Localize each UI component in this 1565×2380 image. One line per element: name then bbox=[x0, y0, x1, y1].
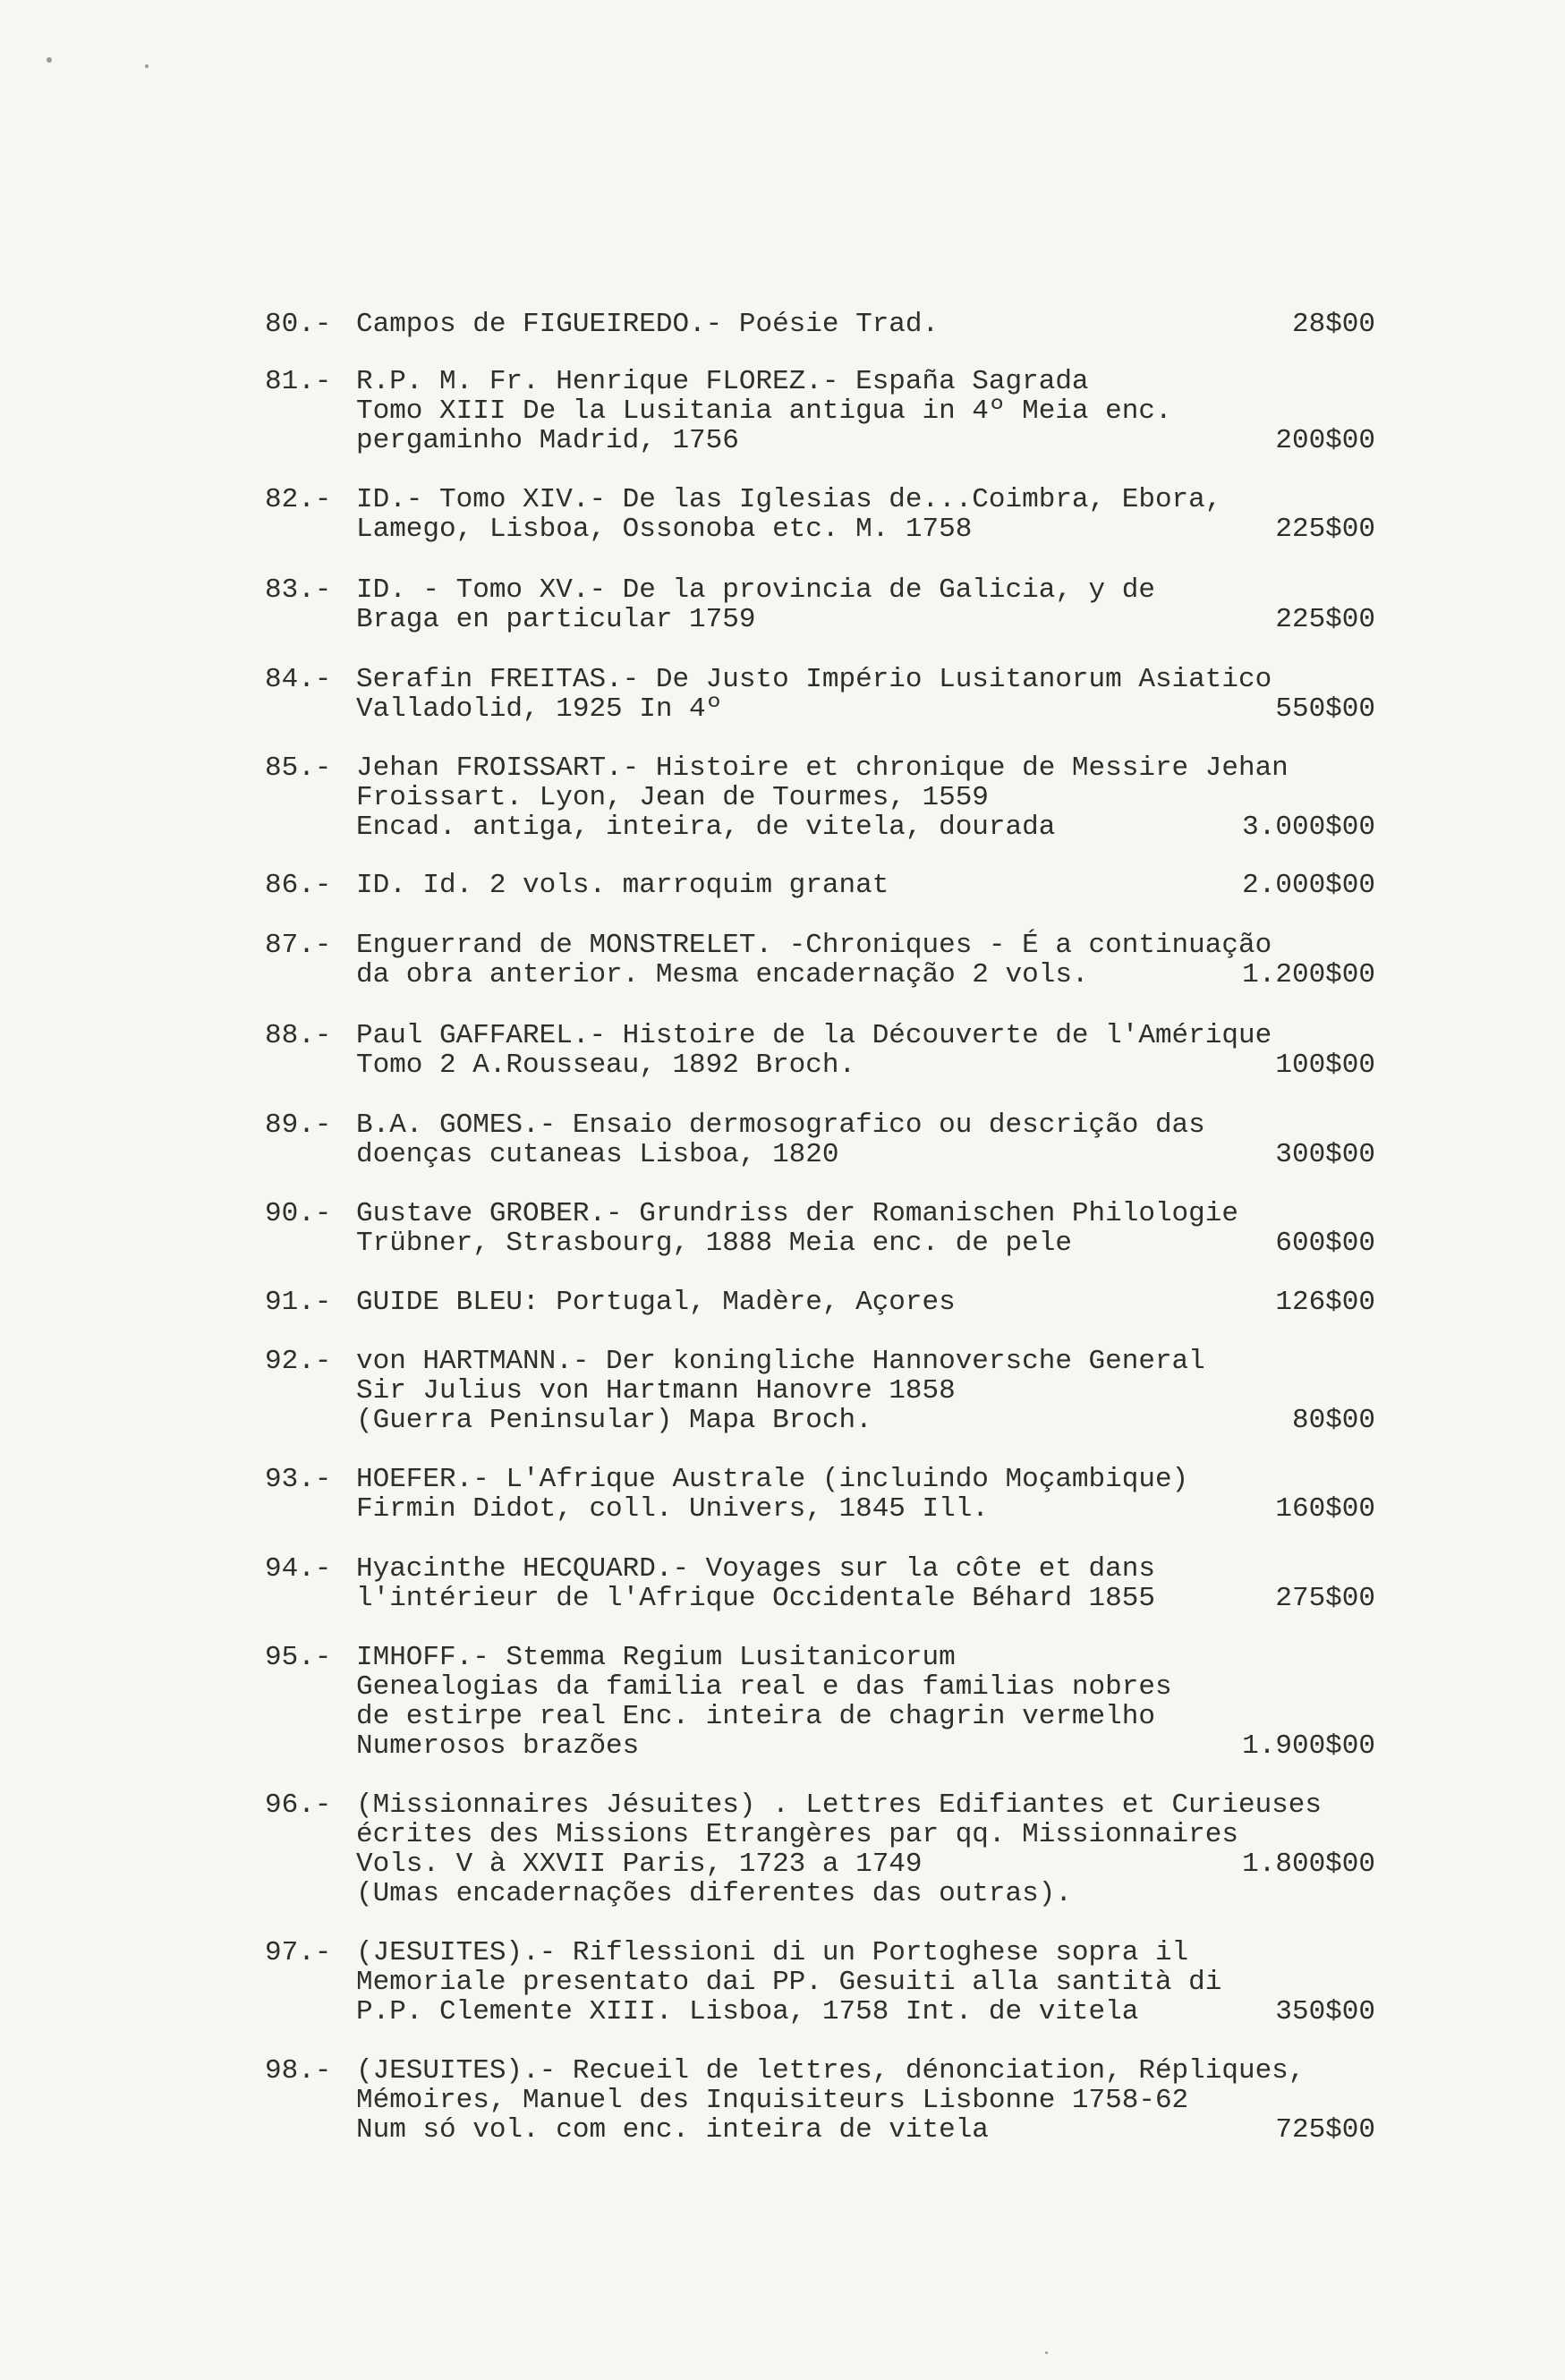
entry-line: IMHOFF.- Stemma Regium Lusitanicorum bbox=[356, 1642, 956, 1673]
entry-price: 300$00 bbox=[1275, 1139, 1375, 1170]
entry-number: 92.- bbox=[265, 1346, 332, 1377]
entry-line: Trübner, Strasbourg, 1888 Meia enc. de pele bbox=[356, 1228, 1072, 1259]
entry-number: 91.- bbox=[265, 1287, 332, 1318]
entry-line: Sir Julius von Hartmann Hanovre 1858 bbox=[356, 1375, 956, 1407]
entry-price: 1.200$00 bbox=[1242, 959, 1375, 990]
entry-line: pergaminho Madrid, 1756 bbox=[356, 425, 739, 456]
entry-number: 89.- bbox=[265, 1109, 332, 1141]
entry-line: Braga en particular 1759 bbox=[356, 604, 756, 635]
entry-line: de estirpe real Enc. inteira de chagrin vermelho bbox=[356, 1701, 1155, 1732]
entry-price: 100$00 bbox=[1275, 1050, 1375, 1081]
entry-price: 1.800$00 bbox=[1242, 1849, 1375, 1880]
entry-number: 81.- bbox=[265, 366, 332, 397]
entry-line: Gustave GROBER.- Grundriss der Romanischen Philologie bbox=[356, 1198, 1238, 1229]
entry-line: ID. - Tomo XV.- De la provincia de Galicia, y de bbox=[356, 574, 1155, 606]
entry-line: HOEFER.- L'Afrique Australe (incluindo Moçambique) bbox=[356, 1464, 1189, 1495]
entry-line: Tomo XIII De la Lusitania antigua in 4º Meia enc. bbox=[356, 395, 1172, 427]
entry-number: 84.- bbox=[265, 664, 332, 695]
entry-line: Hyacinthe HECQUARD.- Voyages sur la côte et dans bbox=[356, 1553, 1155, 1585]
entry-line: Tomo 2 A.Rousseau, 1892 Broch. bbox=[356, 1050, 856, 1081]
entry-line: Numerosos brazões bbox=[356, 1730, 640, 1762]
entry-number: 85.- bbox=[265, 752, 332, 784]
entry-line: Serafin FREITAS.- De Justo Império Lusitanorum Asiatico bbox=[356, 664, 1272, 695]
entry-price: 550$00 bbox=[1275, 693, 1375, 725]
entry-line: doenças cutaneas Lisboa, 1820 bbox=[356, 1139, 839, 1170]
entry-number: 82.- bbox=[265, 484, 332, 515]
entry-line: (JESUITES).- Riflessioni di un Portoghese sopra il bbox=[356, 1937, 1189, 1968]
entry-price: 225$00 bbox=[1275, 604, 1375, 635]
entry-line: (Guerra Peninsular) Mapa Broch. bbox=[356, 1405, 872, 1436]
entry-line: Jehan FROISSART.- Histoire et chronique de Messire Jehan bbox=[356, 752, 1289, 784]
entry-price: 350$00 bbox=[1275, 1996, 1375, 2027]
entry-line: Lamego, Lisboa, Ossonoba etc. M. 1758 bbox=[356, 514, 973, 545]
entry-number: 80.- bbox=[265, 309, 332, 340]
entry-line: GUIDE BLEU: Portugal, Madère, Açores bbox=[356, 1287, 956, 1318]
entry-line: Memoriale presentato dai PP. Gesuiti alla santità di bbox=[356, 1967, 1222, 1998]
entry-line: von HARTMANN.- Der koningliche Hannoversche General bbox=[356, 1346, 1205, 1377]
entry-line: Valladolid, 1925 In 4º bbox=[356, 693, 723, 725]
entry-number: 86.- bbox=[265, 870, 332, 901]
entry-line: P.P. Clemente XIII. Lisboa, 1758 Int. de vitela bbox=[356, 1996, 1139, 2027]
entry-price: 3.000$00 bbox=[1242, 812, 1375, 843]
entry-line: Campos de FIGUEIREDO.- Poésie Trad. bbox=[356, 309, 940, 340]
entry-number: 96.- bbox=[265, 1789, 332, 1821]
entry-line: Enguerrand de MONSTRELET. -Chroniques - É a continuação bbox=[356, 930, 1272, 961]
entry-line: ID.- Tomo XIV.- De las Iglesias de...Coimbra, Ebora, bbox=[356, 484, 1222, 515]
entry-line: Mémoires, Manuel des Inquisiteurs Lisbonne 1758-62 bbox=[356, 2085, 1189, 2116]
entry-line: (Missionnaires Jésuites) . Lettres Edifiantes et Curieuses bbox=[356, 1789, 1322, 1821]
entry-price: 2.000$00 bbox=[1242, 870, 1375, 901]
entry-price: 1.900$00 bbox=[1242, 1730, 1375, 1762]
entry-price: 200$00 bbox=[1275, 425, 1375, 456]
entry-price: 160$00 bbox=[1275, 1493, 1375, 1525]
entry-number: 88.- bbox=[265, 1020, 332, 1051]
entry-line: Firmin Didot, coll. Univers, 1845 Ill. bbox=[356, 1493, 989, 1525]
paper-speck bbox=[1045, 2351, 1048, 2354]
entry-number: 97.- bbox=[265, 1937, 332, 1968]
entry-price: 80$00 bbox=[1291, 1405, 1375, 1436]
entry-number: 87.- bbox=[265, 930, 332, 961]
entry-line: Genealogias da familia real e das familias nobres bbox=[356, 1671, 1172, 1703]
entry-number: 95.- bbox=[265, 1642, 332, 1673]
entry-line: écrites des Missions Etrangères par qq. Missionnaires bbox=[356, 1819, 1238, 1850]
entry-price: 725$00 bbox=[1275, 2114, 1375, 2146]
entry-number: 98.- bbox=[265, 2055, 332, 2087]
entry-line: R.P. M. Fr. Henrique FLOREZ.- España Sagrada bbox=[356, 366, 1089, 397]
entry-price: 275$00 bbox=[1275, 1583, 1375, 1614]
entry-number: 90.- bbox=[265, 1198, 332, 1229]
entry-number: 93.- bbox=[265, 1464, 332, 1495]
entry-price: 225$00 bbox=[1275, 514, 1375, 545]
entry-line: ID. Id. 2 vols. marroquim granat bbox=[356, 870, 889, 901]
entry-line: da obra anterior. Mesma encadernação 2 vols. bbox=[356, 959, 1089, 990]
paper-speck bbox=[145, 64, 149, 68]
entry-line: l'intérieur de l'Afrique Occidentale Béhard 1855 bbox=[356, 1583, 1155, 1614]
entry-line: Num só vol. com enc. inteira de vitela bbox=[356, 2114, 989, 2146]
entry-price: 600$00 bbox=[1275, 1228, 1375, 1259]
entry-line: (JESUITES).- Recueil de lettres, dénonciation, Répliques, bbox=[356, 2055, 1306, 2087]
paper-speck bbox=[47, 57, 52, 63]
entry-line: Vols. V à XXVII Paris, 1723 a 1749 bbox=[356, 1849, 923, 1880]
entry-line: Encad. antiga, inteira, de vitela, dourada bbox=[356, 812, 1056, 843]
entry-number: 83.- bbox=[265, 574, 332, 606]
entry-price: 126$00 bbox=[1275, 1287, 1375, 1318]
entry-line: Froissart. Lyon, Jean de Tourmes, 1559 bbox=[356, 782, 989, 813]
entry-price: 28$00 bbox=[1291, 309, 1375, 340]
entry-line: B.A. GOMES.- Ensaio dermosografico ou descrição das bbox=[356, 1109, 1205, 1141]
entry-line: (Umas encadernações diferentes das outras). bbox=[356, 1878, 1072, 1909]
entry-line: Paul GAFFAREL.- Histoire de la Découverte de l'Amérique bbox=[356, 1020, 1272, 1051]
entry-number: 94.- bbox=[265, 1553, 332, 1585]
